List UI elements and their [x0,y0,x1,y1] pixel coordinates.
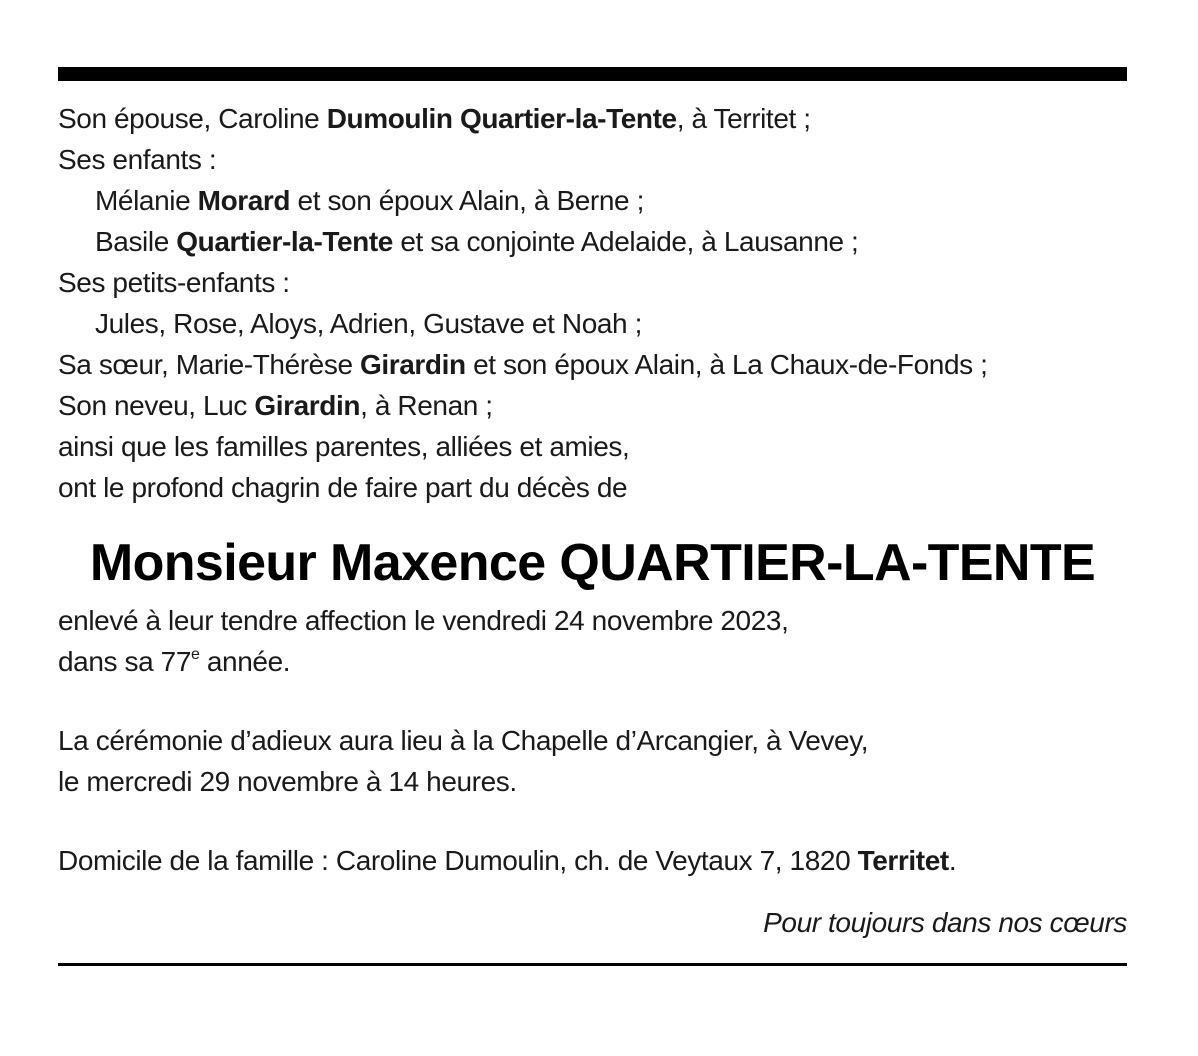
children-heading: Ses enfants : [58,144,217,175]
grandchildren-heading: Ses petits-enfants : [58,267,290,298]
spouse-suffix: , à Territet ; [676,103,811,134]
grandchildren-line: Jules, Rose, Aloys, Adrien, Gustave et Noah ; [95,308,642,339]
family-list [58,98,1127,508]
nephew-line [58,385,1127,426]
death-age-prefix: dans sa 77 [58,646,191,677]
domicile-line [58,840,1127,881]
domicile-suffix: . [948,845,957,876]
announcement-line: ont le profond chagrin de faire part du décès de [58,472,628,503]
death-age-suffix: année. [199,646,291,677]
closing-phrase: Pour toujours dans nos cœurs [763,907,1127,938]
ceremony-line-2: le mercredi 29 novembre à 14 heures. [58,766,517,797]
top-rule [58,67,1127,81]
domicile-town-bold: Territet [857,845,949,876]
child-line-1 [58,180,1127,221]
bottom-rule [58,963,1127,966]
child-1-prefix: Mélanie [95,185,198,216]
spacer [58,682,1127,720]
death-line-1: enlevé à leur tendre affection le vendredi 24 novembre 2023, [58,605,789,636]
child-1-suffix: et son époux Alain, à Berne ; [290,185,644,216]
nephew-suffix: , à Renan ; [360,390,493,421]
child-2-prefix: Basile [95,226,177,257]
ceremony-line-1: La cérémonie d’adieux aura lieu à la Chapelle d’Arcangier, à Vevey, [58,725,869,756]
nephew-name-bold: Girardin [254,390,361,421]
sister-suffix: et son époux Alain, à La Chaux-de-Fonds ; [465,349,988,380]
spouse-prefix: Son épouse, Caroline [58,103,327,134]
child-line-2 [58,221,1127,262]
deceased-name: Monsieur Maxence QUARTIER-LA-TENTE [89,534,1096,592]
nephew-prefix: Son neveu, Luc [58,390,255,421]
sister-name-bold: Girardin [360,349,466,380]
relatives-line: ainsi que les familles parentes, alliées et amies, [58,431,630,462]
domicile-prefix: Domicile de la famille : Caroline Dumoulin, ch. de Veytaux 7, 1820 [58,845,858,876]
spouse-name-bold: Dumoulin Quartier-la-Tente [326,103,677,134]
spouse-line [58,98,1127,139]
child-2-name-bold: Quartier-la-Tente [176,226,393,257]
sister-line [58,344,1127,385]
child-2-suffix: et sa conjointe Adelaide, à Lausanne ; [392,226,859,257]
spacer [58,802,1127,840]
sister-prefix: Sa sœur, Marie-Thérèse [58,349,360,380]
death-line-2 [58,641,1127,682]
obituary-notice [58,67,1127,966]
ordinal-superscript: e [191,645,200,663]
child-1-name-bold: Morard [197,185,291,216]
